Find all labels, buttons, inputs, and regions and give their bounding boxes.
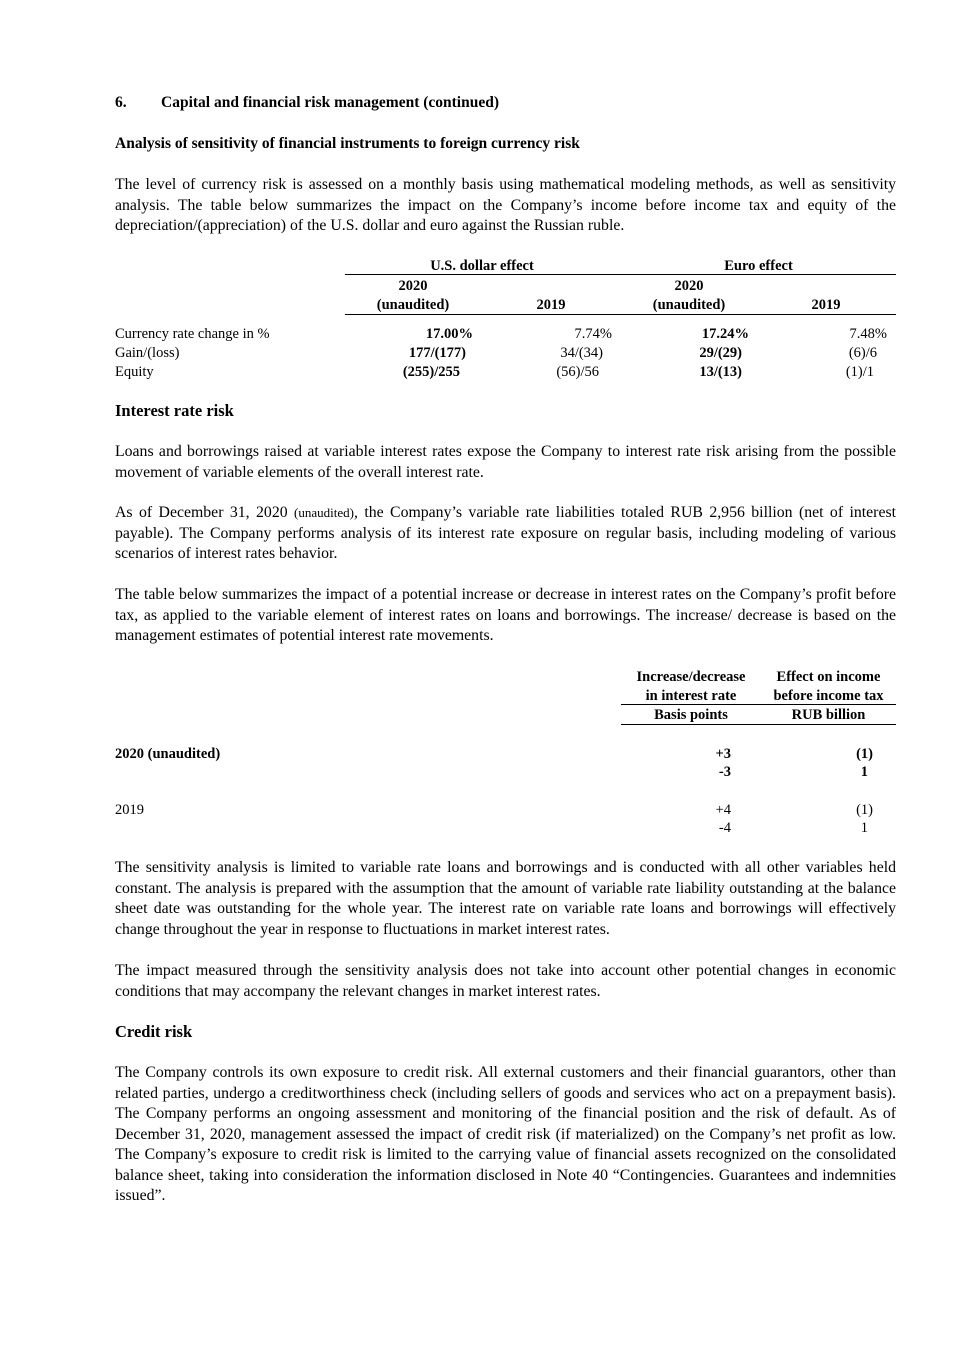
group-header-rule	[345, 274, 896, 275]
interest-p2-start: As of December 31, 2020	[115, 504, 295, 521]
column-header-rule	[345, 314, 896, 315]
cell-eur-2020: 29/(29)	[699, 345, 742, 361]
col-unit-basis-points: Basis points	[654, 707, 728, 723]
credit-paragraph-1: The Company controls its own exposure to credit risk. All external customers and their financial guarantors, other than related parties, undergo a creditworthiness check (including sellers of goods and services who act on a prepayment basis). The Company performs an ongoing assessment and monitoring of the financial position and the risk of default. As of December 31, 2020, management assessed the impact of credit risk (if materialized) on the Company’s net profit as low. The Company’s exposure to credit risk is limited to the carrying value of financial assets recognized on the consolidated balance sheet, taking into consideration the information disclosed in Note 40 “Contingencies. Guarantees and indemnities issued”.	[115, 1064, 896, 1204]
interest-p2-unaudited: (unaudited)	[294, 505, 354, 520]
group-header-usd: U.S. dollar effect	[430, 258, 534, 274]
col-usd-2019: 2019	[536, 297, 566, 313]
cell-2019-down-bp: -4	[718, 820, 731, 836]
col-usd-2020-unaudited: (unaudited)	[376, 297, 450, 313]
cell-2019-up-bp: +4	[715, 802, 731, 818]
section-number: 6.	[115, 94, 127, 111]
col-eur-2020-unaudited: (unaudited)	[652, 297, 726, 313]
col-header-rate-change-1: Increase/decrease	[636, 669, 746, 685]
cell-usd-2020: (255)/255	[402, 364, 460, 380]
row-label-2019: 2019	[115, 802, 144, 818]
interest-paragraph-1: Loans and borrowings raised at variable interest rates expose the Company to interest rate risk arising from the possible movement of variable elements of the overall interest rate.	[115, 443, 896, 481]
cell-2019-up-effect: (1)	[856, 802, 873, 818]
cell-2020-up-effect: (1)	[856, 746, 873, 762]
cell-eur-2019: 7.48%	[849, 326, 887, 342]
col-unit-rub-billion: RUB billion	[791, 707, 866, 723]
cell-eur-2019: (6)/6	[848, 345, 877, 361]
cell-2020-up-bp: +3	[715, 746, 731, 762]
cell-2019-down-effect: 1	[860, 820, 868, 836]
cell-eur-2020: 13/(13)	[699, 364, 742, 380]
cell-usd-2020: 17.00%	[425, 326, 473, 342]
row-label-equity: Equity	[115, 364, 154, 380]
cell-usd-2019: (56)/56	[556, 364, 599, 380]
interest-paragraph-5: The impact measured through the sensitivity analysis does not take into account other potential changes in economic conditions that may accompany the relevant changes in market interest rates.	[115, 962, 896, 1000]
cell-usd-2019: 7.74%	[574, 326, 612, 342]
col-usd-2020-year: 2020	[398, 278, 428, 294]
row-label-2020: 2020 (unaudited)	[115, 746, 221, 762]
group-header-eur: Euro effect	[724, 258, 793, 274]
row-label-gain-loss: Gain/(loss)	[115, 345, 180, 361]
cell-usd-2020: 177/(177)	[408, 345, 466, 361]
unit-header-rule	[621, 704, 896, 705]
interest-paragraph-3: The table below summarizes the impact of a potential increase or decrease in interest rates on the Company’s profit before tax, as applied to the variable element of interest rates on loans and borrowings. The increase/ decrease is based on the management estimates of potential interest rate movements.	[115, 586, 896, 644]
interest-rate-heading: Interest rate risk	[115, 401, 234, 420]
row-label-rate-change: Currency rate change in %	[115, 326, 270, 342]
currency-risk-intro: The level of currency risk is assessed on a monthly basis using mathematical modeling methods, as well as sensitivity analysis. The table below summarizes the impact on the Company’s income before income tax and equity of the depreciation/(appreciation) of the U.S. dollar and euro against the Russian ruble.	[115, 176, 896, 234]
cell-usd-2019: 34/(34)	[560, 345, 603, 361]
currency-risk-heading: Analysis of sensitivity of financial instruments to foreign currency risk	[115, 135, 580, 152]
interest-paragraph-2	[115, 503, 896, 565]
interest-p2-end: , the Company’s variable rate liabilities totaled RUB 2,956 billion (net of interest payable). The Company performs analysis of its interest rate exposure on regular basis, including modeling of various scenarios of interest rates behavior.	[115, 504, 896, 562]
cell-2020-down-effect: 1	[860, 764, 868, 780]
section-title: Capital and financial risk management (continued)	[161, 94, 500, 111]
col-header-effect-2: before income tax	[773, 688, 884, 704]
cell-eur-2019: (1)/1	[845, 364, 874, 380]
table-header-rule	[621, 724, 896, 725]
cell-eur-2020: 17.24%	[701, 326, 749, 342]
interest-paragraph-4: The sensitivity analysis is limited to variable rate loans and borrowings and is conducted with all other variables held constant. The analysis is prepared with the assumption that the amount of variable rate liability outstanding at the balance sheet date was outstanding for the whole year. The interest rate on variable rate loans and borrowings will effectively change throughout the year in response to fluctuations in market interest rates.	[115, 859, 896, 938]
col-eur-2020-year: 2020	[674, 278, 704, 294]
col-eur-2019: 2019	[811, 297, 841, 313]
credit-risk-heading: Credit risk	[115, 1022, 193, 1041]
cell-2020-down-bp: -3	[718, 764, 731, 780]
col-header-effect-1: Effect on income	[776, 669, 881, 685]
col-header-rate-change-2: in interest rate	[645, 688, 737, 704]
